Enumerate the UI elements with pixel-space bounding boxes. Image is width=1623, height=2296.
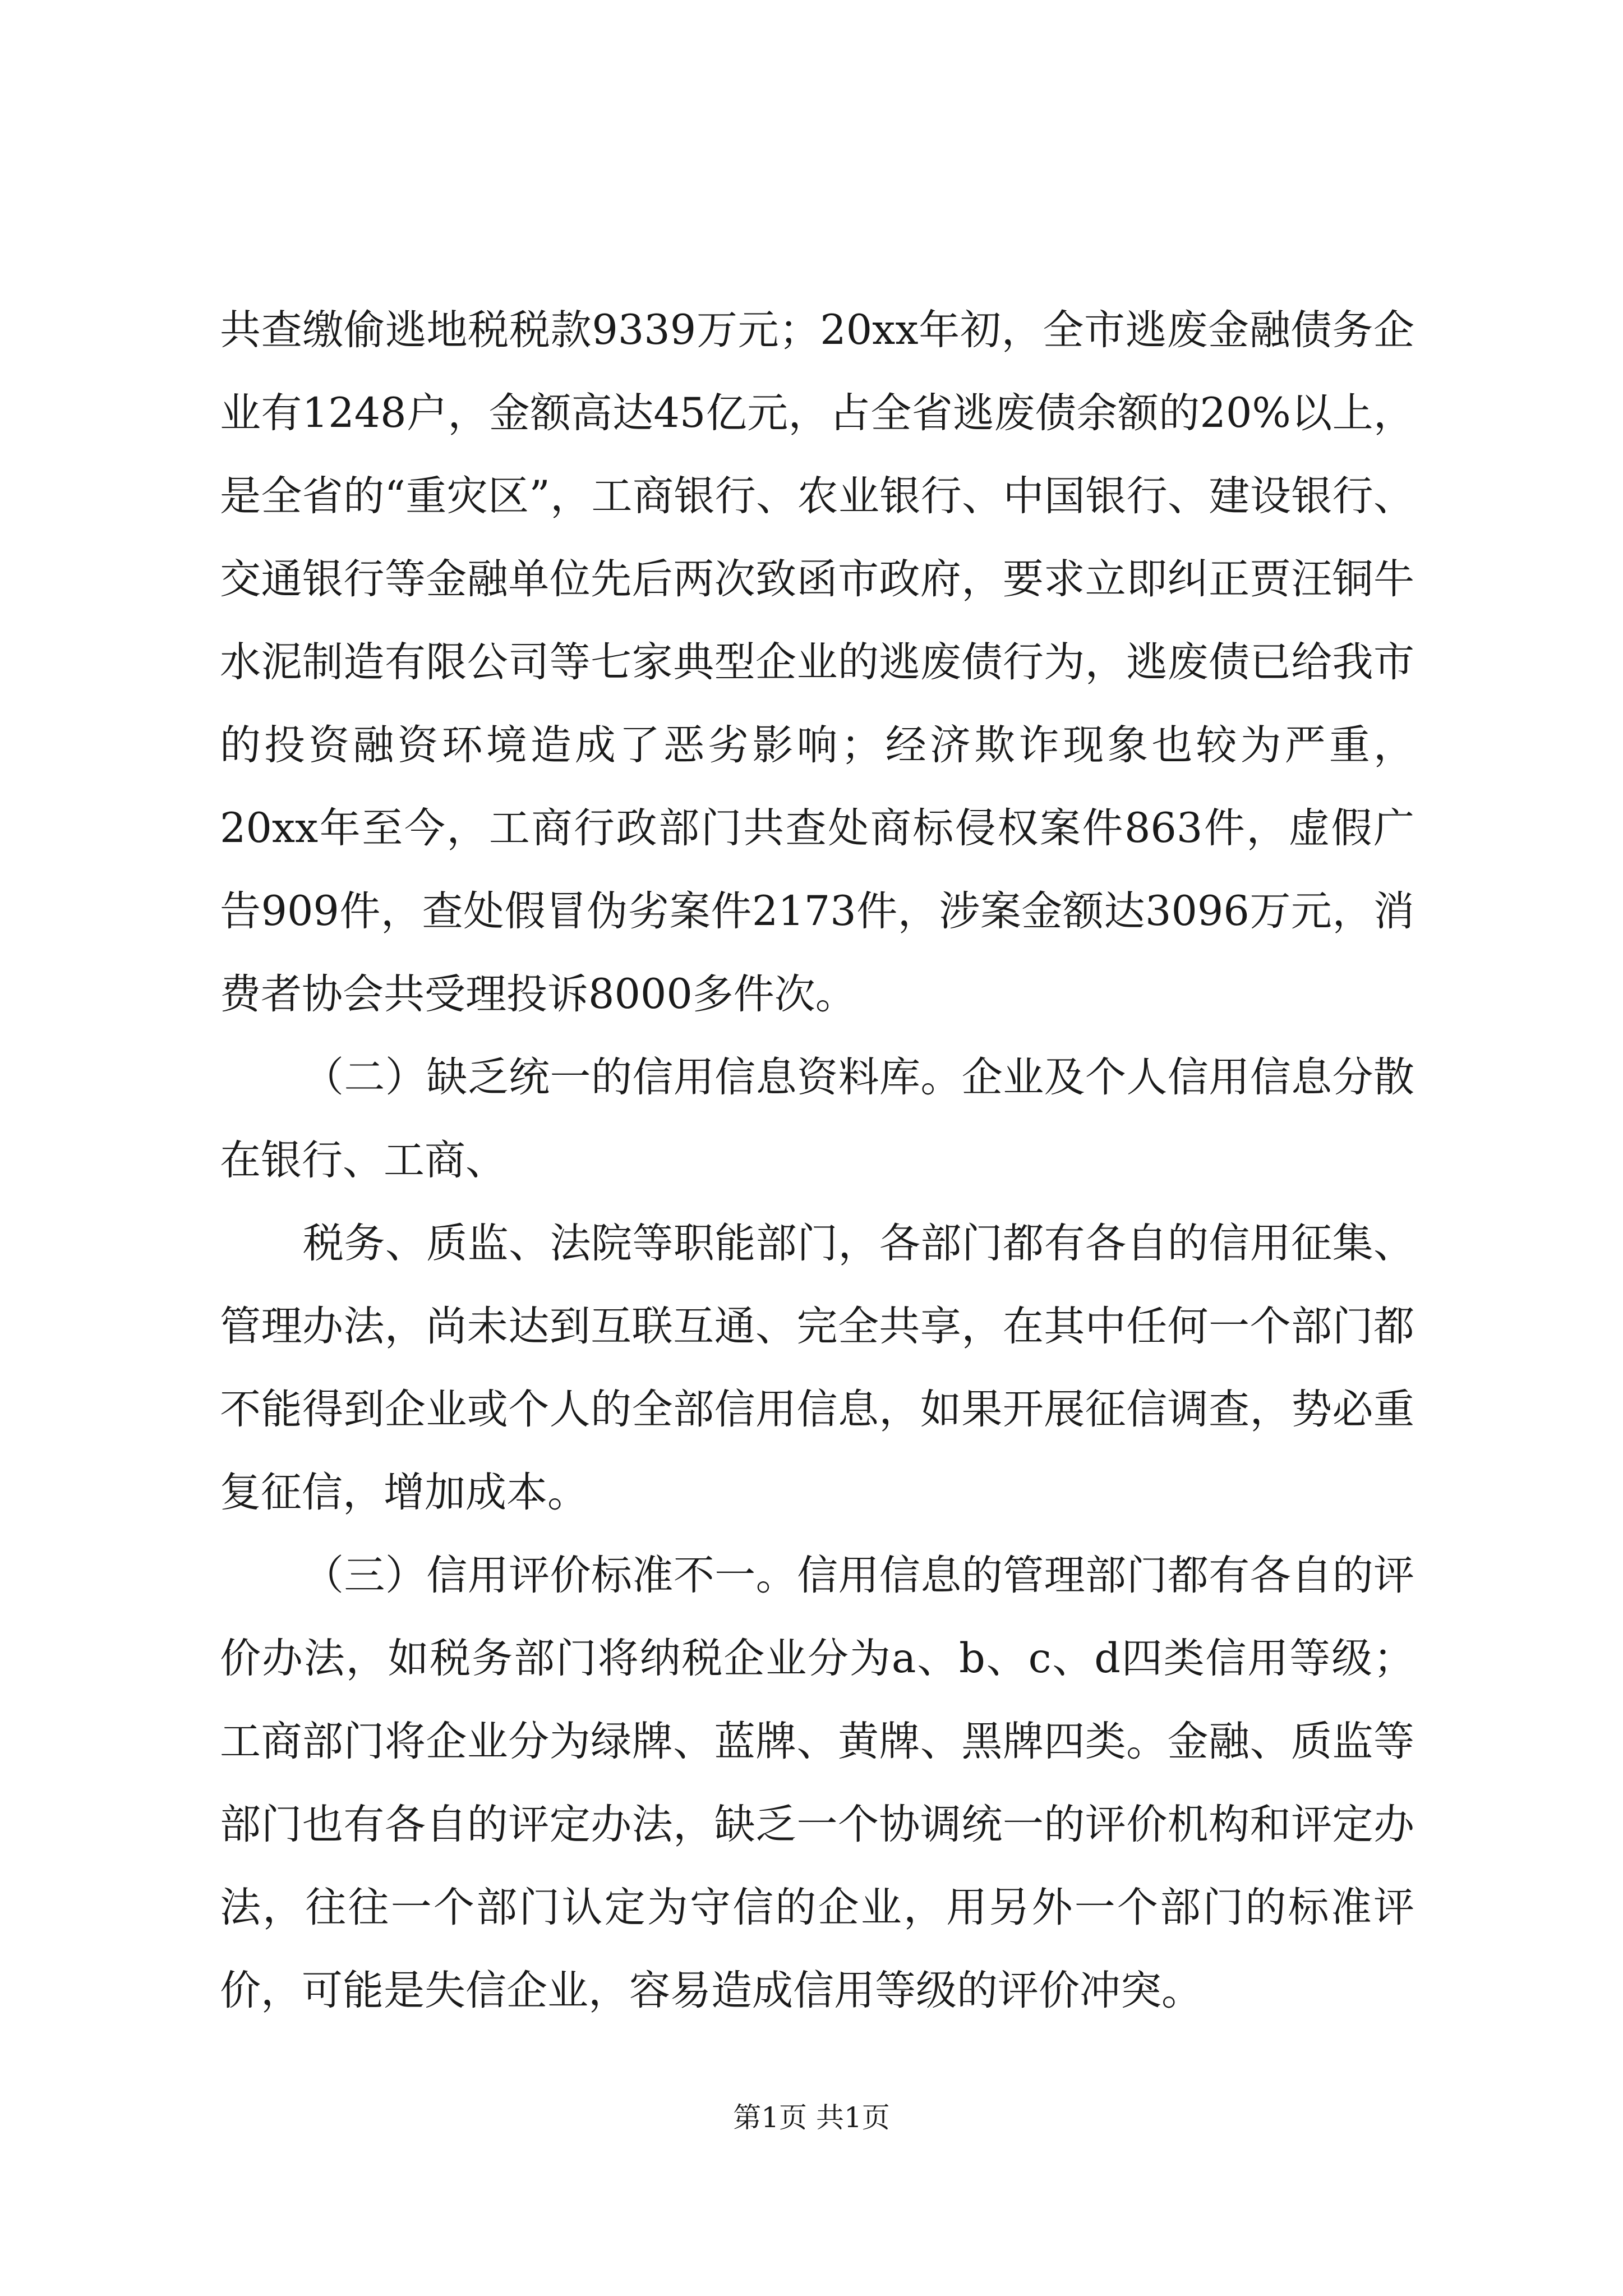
document-body	[220, 289, 1414, 2032]
paragraph-section-two-continued: 税务、质监、法院等职能部门，各部门都有各自的信用征集、管理办法，尚未达到互联互通、完全共享，在其中任何一个部门都不能得到企业或个人的全部信用信息，如果开展征信调查，势必重复征信，增加成本。	[220, 1220, 1414, 1516]
paragraph-section-three: （三）信用评价标准不一。信用信息的管理部门都有各自的评价办法，如税务部门将纳税企业分为a、b、c、d四类信用等级；工商部门将企业分为绿牌、蓝牌、黄牌、黑牌四类。金融、质监等部门也有各自的评定办法，缺乏一个协调统一的评价机构和评定办法，往往一个部门认定为守信的企业，用另外一个部门的标准评价，可能是失信企业，容易造成信用等级的评价冲突。	[220, 1552, 1414, 2014]
paragraph-continuation: 共查缴偷逃地税税款9339万元；20xx年初，全市逃废金融债务企业有1248户，金额高达45亿元，占全省逃废债余额的20%以上，是全省的“重灾区”，工商银行、农业银行、中国银行、建设银行、交通银行等金融单位先后两次致函市政府，要求立即纠正贾汪铜牛水泥制造有限公司等七家典型企业的逃废债行为，逃废债已给我市的投资融资环境造成了恶劣影响；经济欺诈现象也较为严重，20xx年至今，工商行政部门共查处商标侵权案件863件，虚假广告909件，查处假冒伪劣案件2173件，涉案金额达3096万元，消费者协会共受理投诉8000多件次。	[220, 306, 1414, 1018]
paragraph-section-two: （二）缺乏统一的信用信息资料库。企业及个人信用信息分散在银行、工商、	[220, 1053, 1414, 1184]
page-footer: 第1页 共1页	[733, 2101, 890, 2134]
